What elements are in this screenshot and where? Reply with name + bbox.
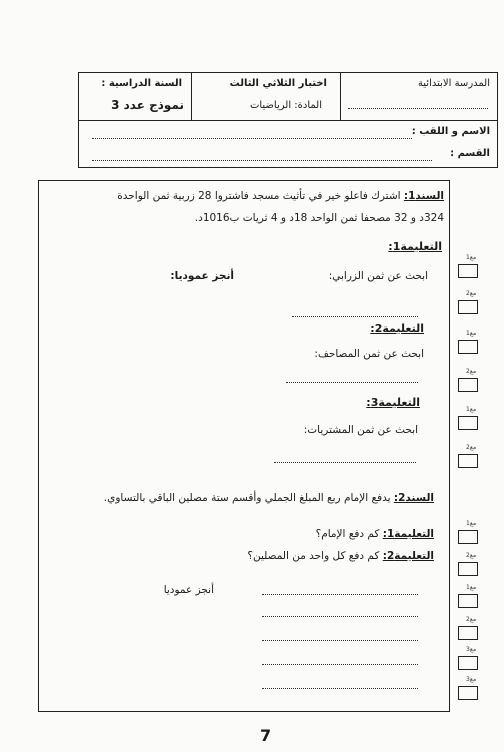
s1-task1-text: ابحث عن ثمن الزرابي: — [328, 270, 428, 282]
margin-label: مع2 — [466, 290, 477, 297]
model-label: نموذج عدد 3 — [111, 98, 184, 112]
content-frame — [38, 180, 450, 712]
context2 — [104, 492, 434, 504]
class-label: القسم : — [450, 148, 490, 159]
mark-box — [458, 594, 478, 608]
school-label: المدرسة الابتدائية — [417, 78, 490, 89]
exam-title: اختبار الثلاثي الثالث — [229, 78, 327, 89]
mark-box — [458, 656, 478, 670]
mark-box — [458, 454, 478, 468]
s2-task2-text: كم دفع كل واحد من المصلين؟ — [247, 550, 380, 562]
s2-task2 — [247, 550, 434, 562]
mark-box — [458, 340, 478, 354]
margin-label: مع1 — [466, 254, 477, 261]
s2-task1-label: التعليمة1: — [382, 528, 434, 540]
mark-box — [458, 300, 478, 314]
mark-box — [458, 562, 478, 576]
year-label: السنة الدراسية : — [101, 78, 182, 89]
page-number: 7 — [260, 726, 272, 745]
margin-label: مع3 — [466, 646, 477, 653]
name-label: الاسم و اللقب : — [411, 126, 490, 137]
context1-label: السند1: — [403, 190, 444, 202]
s1-task2-text: ابحث عن ثمن المصاحف: — [314, 348, 424, 360]
margin-label: مع1 — [466, 406, 477, 413]
mark-box — [458, 530, 478, 544]
subject-label: المادة: الرياضيات — [249, 100, 322, 111]
margin-label: مع1 — [466, 330, 477, 337]
s1-task3-text: ابحث عن ثمن المشتريات: — [303, 424, 418, 436]
s1-task1-label: التعليمة1: — [388, 240, 442, 253]
s2-task2-label: التعليمة2: — [382, 550, 434, 562]
context2-label: السند2: — [393, 492, 434, 504]
context1-line2: 324د و 32 مصحفا ثمن الواحد 18د و 4 ثريات ب1016د. — [194, 212, 444, 224]
margin-label: مع1 — [466, 520, 477, 527]
mark-box — [458, 686, 478, 700]
mark-box — [458, 378, 478, 392]
s2-calc-label: أنجز عموديا — [163, 584, 214, 596]
margin-label: مع3 — [466, 676, 477, 683]
context2-text: يدفع الإمام ربع المبلغ الجملي وأقسم ستة مصلين الباقي بالتساوي. — [103, 492, 391, 504]
s2-task1 — [316, 528, 434, 540]
margin-label: مع2 — [466, 444, 477, 451]
s1-task3-label: التعليمة3: — [366, 396, 420, 409]
margin-label: مع2 — [466, 552, 477, 559]
s2-task1-text: كم دفع الإمام؟ — [315, 528, 380, 540]
s1-task1-calc-label: أنجز عموديا: — [170, 270, 234, 282]
margin-label: مع1 — [466, 584, 477, 591]
mark-box — [458, 416, 478, 430]
mark-box — [458, 626, 478, 640]
margin-label: مع2 — [466, 616, 477, 623]
s1-task2-label: التعليمة2: — [370, 322, 424, 335]
mark-box — [458, 264, 478, 278]
margin-label: مع2 — [466, 368, 477, 375]
context1-line1 — [117, 190, 444, 202]
context1-text: اشترك فاعلو خير في تأثيث مسجد فاشتروا 28 زربية ثمن الواحدة — [117, 190, 401, 202]
